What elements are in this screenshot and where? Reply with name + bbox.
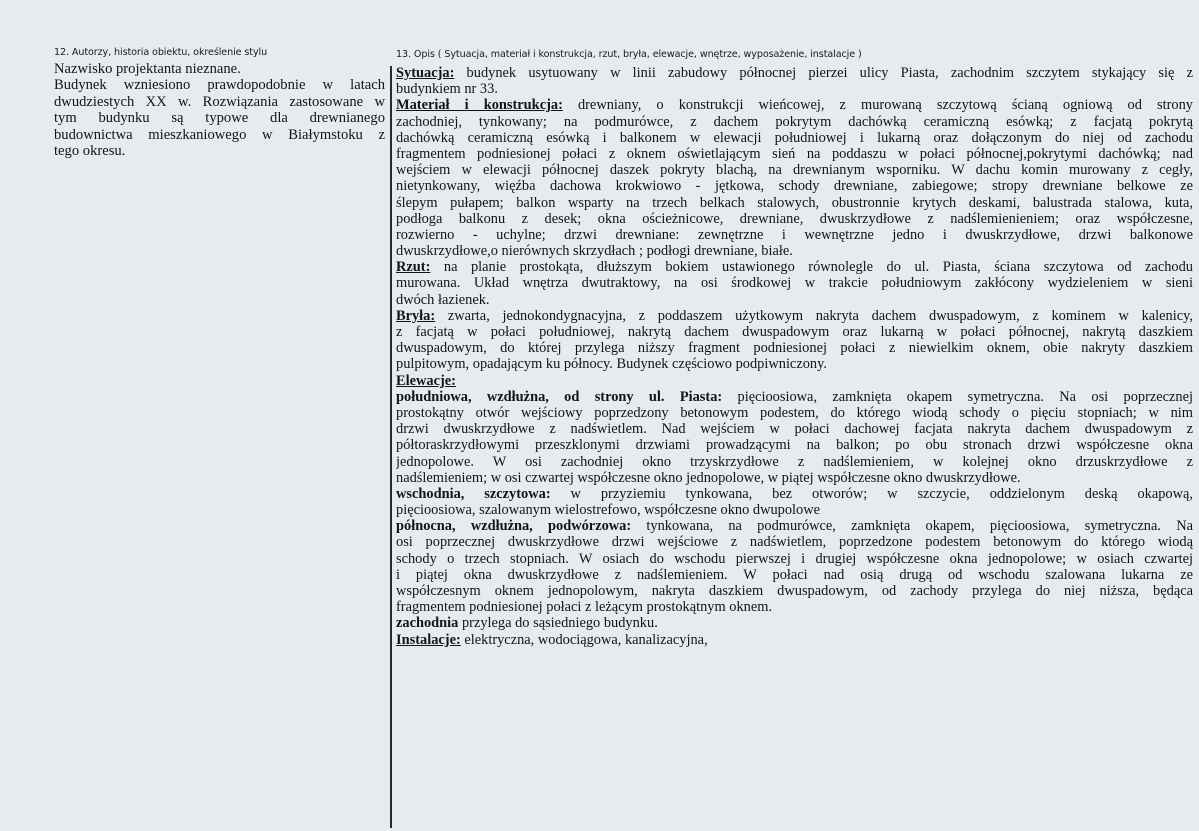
text-line [396,599,1193,615]
text-line [54,94,385,110]
text-line [396,81,1193,97]
text-line [54,77,385,93]
line-text: rozwierno - uchylne; drzwi drewniane: zewnętrzne i wewnętrzne jedno i dwuskrzydłowe, drzwi balkonowe [396,226,1193,243]
text-line [396,470,1193,486]
line-text: nadślemieniem; w osi czwartej współczesne okno jednopolowe, w piątej współczesne okno dwuskrzydłowe. [396,469,1021,486]
line-text: na planie prostokąta, dłuższym bokiem ustawionego równolegle do ul. Piasta, ściana szczytowa od zachodu [430,259,1193,276]
text-line [396,502,1193,518]
line-text: dwóch łazienek. [396,291,490,308]
line-text: schody o trzech stopniach. W osiach do wschodu pierwszej i drugiej współczesne okna jednopolowe; w osiach czwartej [396,550,1193,567]
line-text: dwuskrzydłowe,o nierównych skrzydłach ; podłogi drewniane, białe. [396,243,793,260]
section-13-heading: 13. Opis ( Sytuacja, materiał i konstrukcja, rzut, bryła, elewacje, wnętrze, wyposażenie, instalacje ) [396,49,862,60]
text-line [396,211,1193,227]
text-line [396,97,1193,113]
line-text: prostokątny otwór wejściowy poprzedzony betonowym podestem, do którego wiodą schody o pięciu stopniach; w nim [396,404,1193,421]
text-line [396,567,1193,583]
line-text: murowana. Układ wnętrza dwutraktowy, na osi środkowej w trakcie południowym zakłócony wydzieleniem w sieni [396,275,1193,292]
section-label: Bryła: [396,307,436,324]
elevation-label: południowa, wzdłużna, od strony ul. Piasta: [396,388,723,405]
section-label: Materiał i konstrukcja: [396,97,563,114]
text-line [396,146,1193,162]
line-text: w przyziemiu tynkowana, bez otworów; w szczycie, oddzielonym deską okapową, [550,485,1193,502]
text-line [54,61,385,77]
text-line [396,324,1193,340]
line-text: pięcioosiowa, szalowanym wielostrefowo, współczesne okno dwupolowe [396,502,821,519]
text-line [396,454,1193,470]
section-label: Sytuacja: [396,65,455,81]
text-line [396,534,1193,550]
text-line [396,243,1193,259]
line-text: jednopolowe. W osi zachodniej okno trzyskrzydłowe z nadślemieniem, w kolejnej okno drzuskrzydłowe z [396,453,1193,470]
text-line [54,143,385,159]
line-text: zachodniej, tynkowany; na podmurówce, z dachem pokrytym dachówką ceramiczną esówką; z facjatą pokrytą [396,113,1193,130]
text-line [396,405,1193,421]
line-text: nietynkowany, więźba dachowa krokwiowo - jętkowa, schody drewniane, zabiegowe; stropy drewniane belkowe ze [396,178,1193,195]
line-text: pulpitowym, opadającym ku północy. Budynek częściowo podpiwniczony. [396,356,827,373]
elevation-label: wschodnia, szczytowa: [396,485,551,502]
elevation-label: zachodnia [396,615,459,632]
section-label: Instalacje: [396,631,461,648]
section-label: Rzut: [396,259,431,276]
line-text: elektryczna, wodociągowa, kanalizacyjna, [460,631,708,648]
line-text: budownictwa mieszkaniowego w Białymstoku z [54,126,385,143]
line-text: drzwi dwuskrzydłowe z nadświetlem. Nad wejściem w połaci dachowej facjata nakryta dachem dwuspadowym z [396,421,1193,438]
line-text: osi poprzecznej dwuskrzydłowe drzwi wejściowe z nadświetlem, poprzedzone podestem betonowym do którego wiodą [396,534,1193,551]
text-line [396,227,1193,243]
line-text: Budynek wzniesiono prawdopodobnie w latach [54,77,385,94]
text-line [396,195,1193,211]
text-line [396,162,1193,178]
line-text: drewniany, o konstrukcji wieńcowej, z murowaną szczytową ścianą ogniową od strony [562,97,1193,114]
line-text: współczesnym oknem jednopolowym, nakryta daszkiem dwuspadowym, od zachody przylega do niej niższa, będąca [396,583,1193,599]
line-text: półtoraskrzydłowymi przeszklonymi drzwiami prowadzącymi na balkon; po obu stronach drzwi współczesne okna [396,437,1193,454]
text-line [396,518,1193,534]
text-line [396,130,1193,146]
text-line [396,583,1193,599]
line-text: fragmentem podniesionej połaci z leżącym prostokątnym oknem. [396,599,773,616]
line-text: Nazwisko projektanta nieznane. [54,61,241,77]
text-line [396,551,1193,567]
line-text: dachówką ceramiczną esówką i balkonem w elewacji południowej i lukarną oraz dołączonym do niej od zachodu [396,129,1193,146]
line-text: tynkowana, na podmurówce, zamknięta okapem, pięcioosiowa, symetryczna. Na [631,518,1193,535]
line-text: budynkiem nr 33. [396,81,498,98]
line-text: tym budynku są typowe dla drewnianego [54,110,385,127]
text-line [396,437,1193,453]
text-line [396,421,1193,437]
text-line [396,373,1193,389]
text-line [396,308,1193,324]
elevation-label: północna, wzdłużna, podwórzowa: [396,518,632,535]
text-line [396,65,1193,81]
line-text: fragmentem podniesionej połaci z oknem oświetlającym sień na poddaszu w połaci północnej,pokrytymi dachówką; nad [396,145,1193,162]
line-text: zwarta, jednokondygnacyjna, z poddaszem użytkowym nakryta dachem dwuspadowym, z kominem w kalenicy, [435,307,1193,324]
text-line [396,389,1193,405]
section-12-body [54,61,385,159]
line-text: z facjatą w połaci południowej, nakrytą dachem dwuspadowym oraz lukarną w połaci północnej, nakrytą daszkiem [396,324,1193,340]
line-text: ślepym pułapem; balkon wsparty na trzech belkach stalowych, obustronnie krytych deskami, balustrada stalowa, kuta, [396,194,1193,211]
text-line [396,275,1193,291]
text-line [396,292,1193,308]
text-line [396,178,1193,194]
line-text: budynek usytuowany w linii zabudowy północnej pierzei ulicy Piasta, zachodnim szczytem stykający się z [454,65,1193,81]
column-divider [390,66,392,828]
text-line [396,114,1193,130]
section-13-body [396,65,1193,648]
line-text: tego okresu. [54,142,126,159]
section-label: Elewacje: [396,372,456,389]
text-line [396,340,1193,356]
line-text: dwudziestych XX w. Rozwiązania zastosowane w [54,93,385,110]
line-text: i piątej okna dwuskrzydłowe z nadślemieniem. W połaci nad osią drugą od wschodu szalowana lukarna ze [396,566,1193,583]
text-line [396,356,1193,372]
text-line [396,632,1193,648]
text-line [54,127,385,143]
text-line [396,615,1193,631]
text-line [54,110,385,126]
line-text: pięcioosiowa, zamknięta okapem symetryczna. Na osi poprzecznej [722,388,1193,405]
line-text: dwuspadowym, do której przylega niższy fragment podniesionej połaci z niewielkim oknem, obie nakryty daszkiem [396,340,1193,357]
line-text: podłoga balkonu z desek; okna ościeżnicowe, drewniane, dwuskrzydłowe z nadślemienieniem; oraz współczesne, [396,210,1193,227]
section-12-heading: 12. Autorzy, historia obiektu, określenie stylu [54,47,268,58]
line-text: wejściem w elewacji północnej daszek pokryty blachą, na drewnianym wsporniku. W dachu komin murowany z cegły, [396,162,1193,179]
line-text: przylega do sąsiedniego budynku. [458,615,658,632]
text-line [396,486,1193,502]
text-line [396,259,1193,275]
